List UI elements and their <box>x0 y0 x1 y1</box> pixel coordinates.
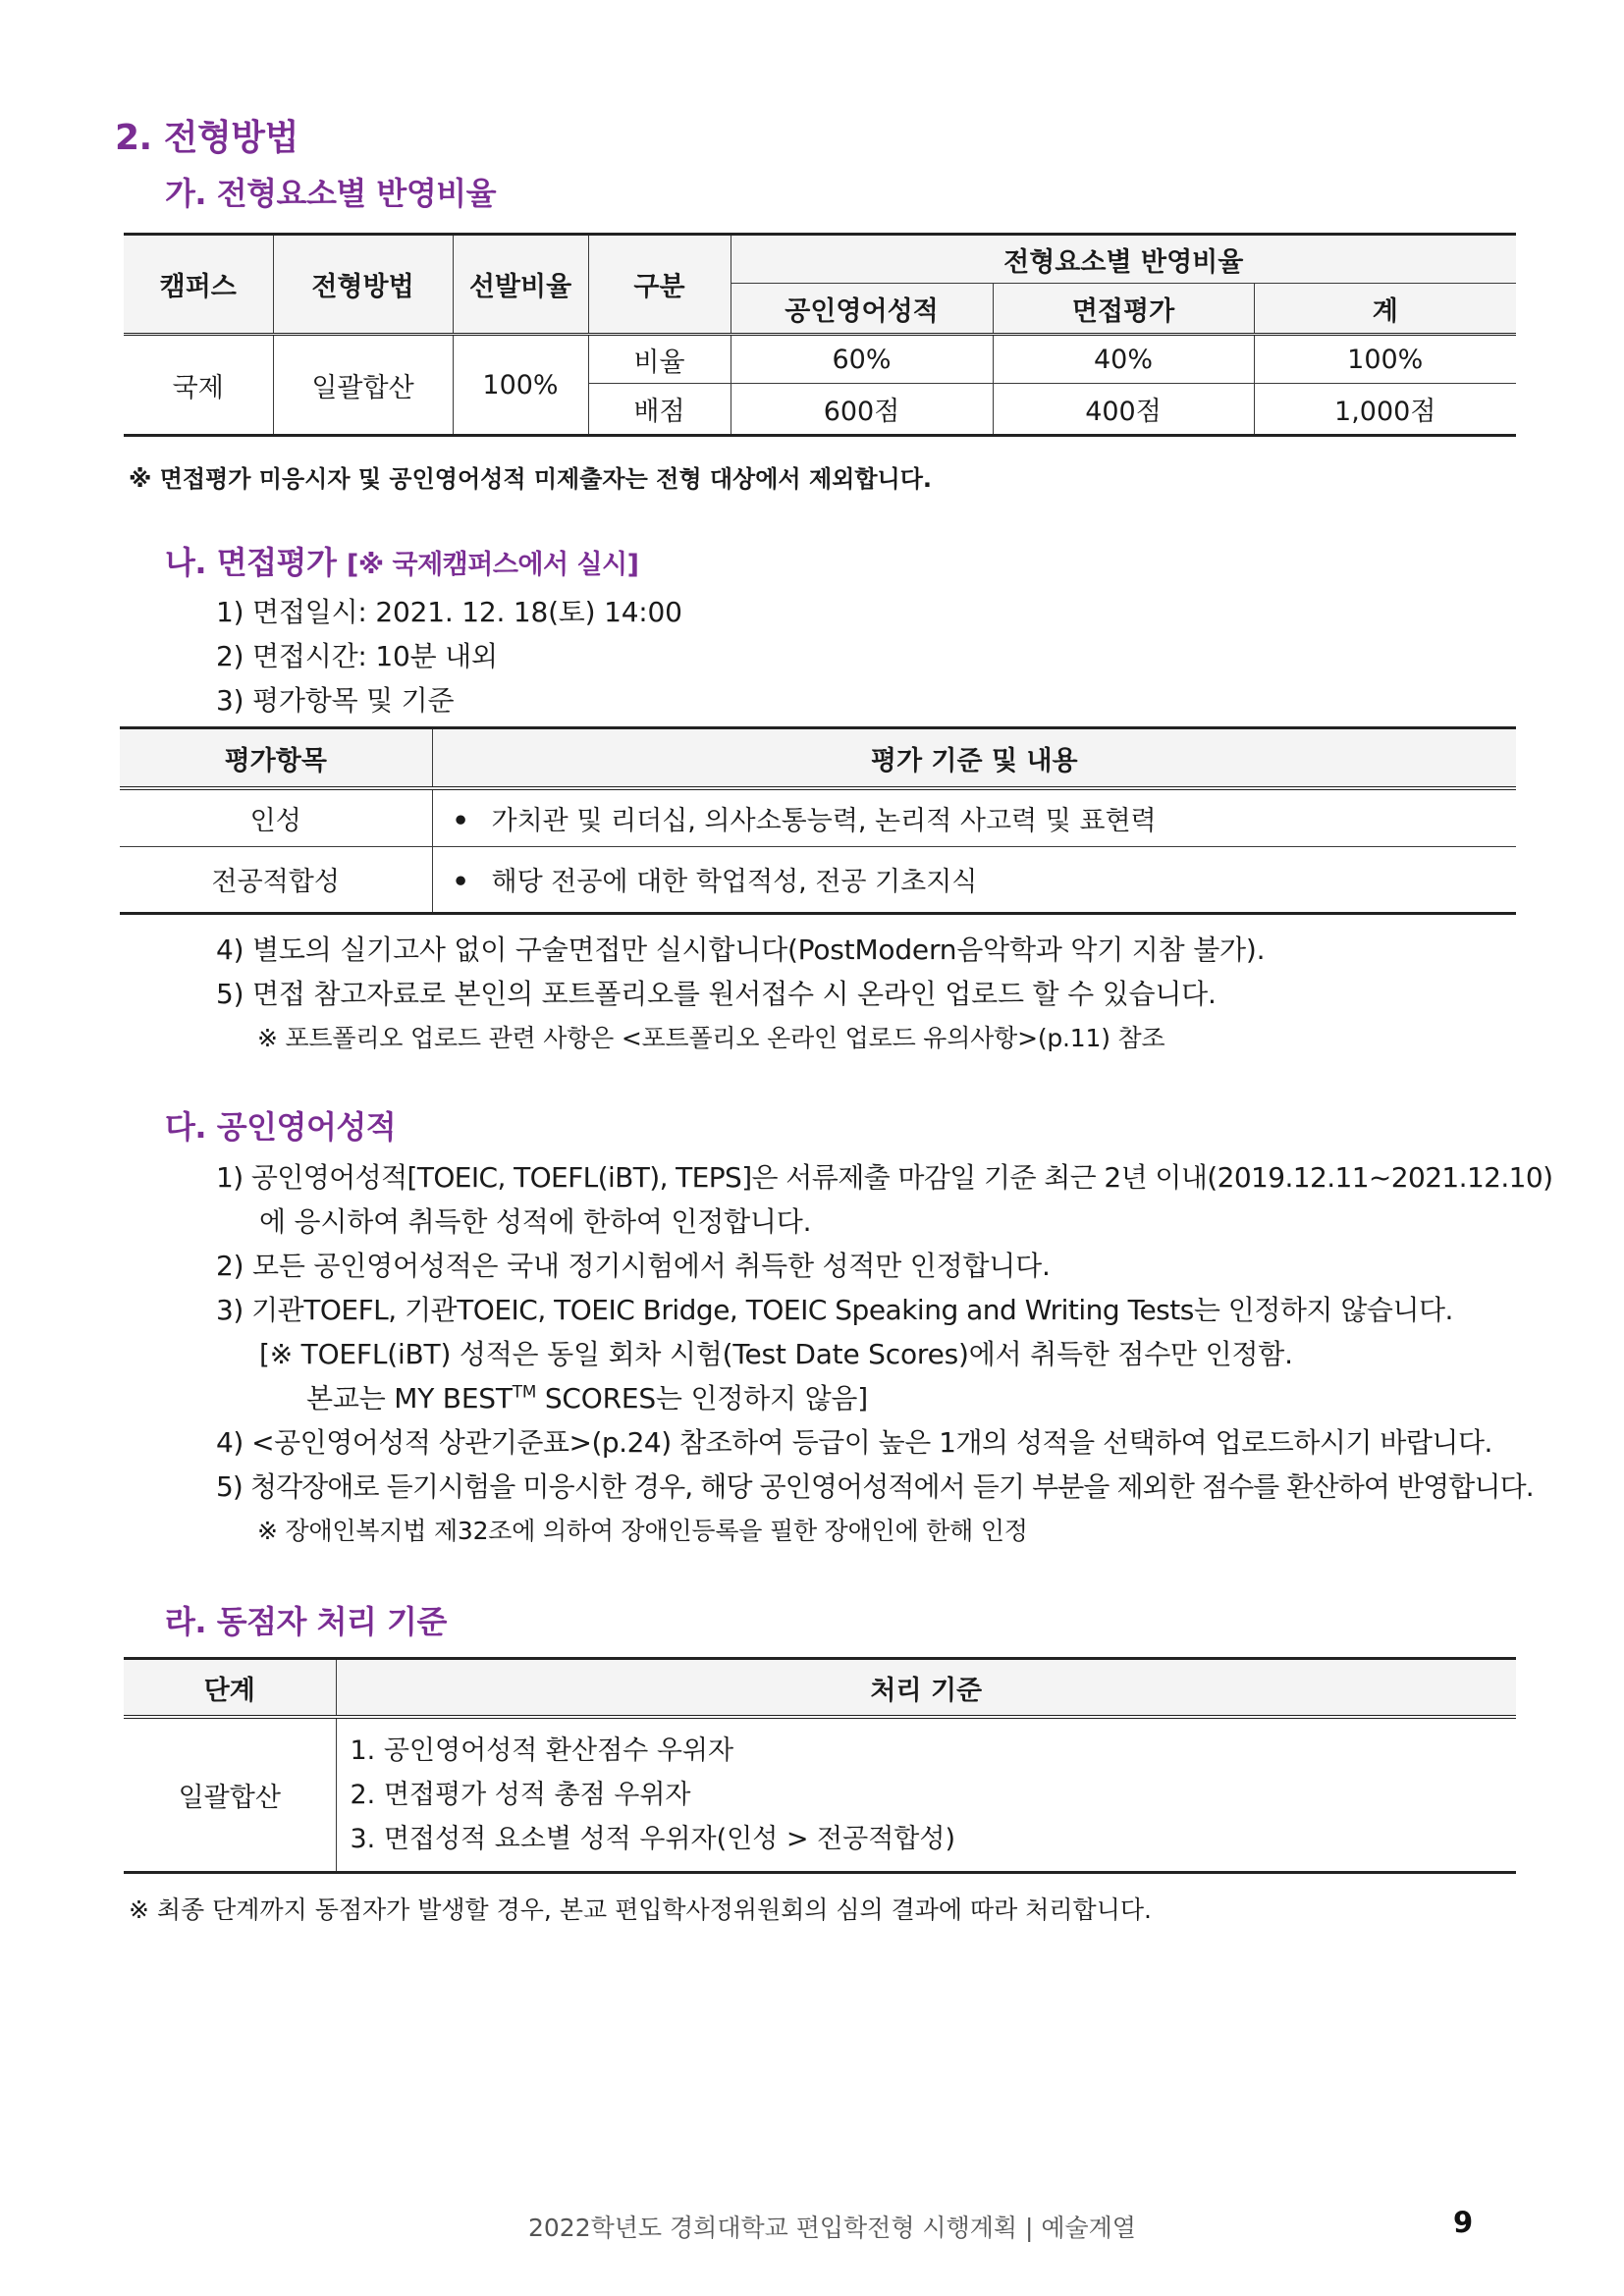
header-tiebreak-criteria: 처리 기준 <box>336 1659 1516 1718</box>
subsection-heading-d: 라. 동점자 처리 기준 <box>165 1603 447 1640</box>
table-row <box>120 788 1516 846</box>
cell-ratio: 100% <box>453 335 588 436</box>
english-toefl-note: [※ TOEFL(iBT) 성적은 동일 회차 시험(Test Date Scores)에서 취득한 점수만 인정함. <box>259 1338 1293 1370</box>
header-campus: 캠퍼스 <box>124 235 273 335</box>
english-item-2: 2) 모든 공인영어성적은 국내 정기시험에서 취득한 성적만 인정합니다. <box>216 1250 1051 1282</box>
cell-interview: 40% <box>993 335 1254 384</box>
mybest-pre: 본교는 MY BEST <box>306 1382 513 1415</box>
subsection-heading-a: 가. 전형요소별 반영비율 <box>165 175 497 212</box>
english-mybest-note <box>306 1377 868 1416</box>
header-division: 구분 <box>588 235 731 335</box>
header-interview: 면접평가 <box>993 284 1254 335</box>
cell-method: 일괄합산 <box>273 335 453 436</box>
tiebreak-table <box>124 1657 1516 1874</box>
header-english: 공인영어성적 <box>731 284 993 335</box>
list-item: 1. 공인영어성적 환산점수 우위자 <box>350 1735 734 1766</box>
cell-eval-desc <box>432 846 1516 913</box>
cell-english: 60% <box>731 335 993 384</box>
table-row <box>120 846 1516 913</box>
english-item-4: 4) <공인영어성적 상관기준표>(p.24) 참조하여 등급이 높은 1개의 성적을 선택하여 업로드하시기 바랍니다. <box>216 1426 1492 1459</box>
eval-desc-text: 해당 전공에 대한 학업적성, 전공 기초지식 <box>491 867 978 897</box>
header-stage: 단계 <box>124 1659 336 1718</box>
english-item-1-cont: 에 응시하여 취득한 성적에 한하여 인정합니다. <box>259 1205 812 1238</box>
header-ratio: 선발비율 <box>453 235 588 335</box>
ratio-table <box>124 233 1516 437</box>
interview-date: 1) 면접일시: 2021. 12. 18(토) 14:00 <box>216 596 682 628</box>
cell-label: 배점 <box>588 384 731 436</box>
english-item-1: 1) 공인영어성적[TOEIC, TOEFL(iBT), TEPS]은 서류제출 마감일 기준 최근 2년 이내(2019.12.11~2021.12.10) <box>216 1161 1553 1194</box>
header-group: 전형요소별 반영비율 <box>731 235 1516 284</box>
bullet-icon: • <box>452 805 469 836</box>
interview-item-4: 4) 별도의 실기고사 없이 구술면접만 실시합니다(PostModern음악학과 악기 지참 불가). <box>216 934 1266 966</box>
mybest-post: SCORES는 인정하지 않음] <box>536 1382 868 1415</box>
cell-total: 100% <box>1254 335 1516 384</box>
header-eval-item: 평가항목 <box>120 728 432 789</box>
page-number: 9 <box>1453 2206 1474 2239</box>
cell-stage: 일괄합산 <box>124 1717 336 1873</box>
cell-english: 600점 <box>731 384 993 436</box>
subsection-heading-b <box>165 538 638 583</box>
cell-eval-desc <box>432 788 1516 846</box>
interview-criteria-table <box>120 726 1516 915</box>
header-method: 전형방법 <box>273 235 453 335</box>
subsection-heading-c: 다. 공인영어성적 <box>165 1108 397 1146</box>
portfolio-note: ※ 포트폴리오 업로드 관련 사항은 <포트폴리오 온라인 업로드 유의사항>(p.11) 참조 <box>257 1024 1165 1052</box>
english-item-3: 3) 기관TOEFL, 기관TOEIC, TOEIC Bridge, TOEIC Speaking and Writing Tests는 인정하지 않습니다. <box>216 1294 1453 1326</box>
cell-campus: 국제 <box>124 335 273 436</box>
table-row <box>124 335 1516 384</box>
exclusion-note: ※ 면접평가 미응시자 및 공인영어성적 미제출자는 전형 대상에서 제외합니다. <box>129 465 932 493</box>
disability-note: ※ 장애인복지법 제32조에 의하여 장애인등록을 필한 장애인에 한해 인정 <box>257 1517 1028 1545</box>
table-row <box>124 1717 1516 1873</box>
cell-eval-item: 전공적합성 <box>120 846 432 913</box>
cell-eval-item: 인성 <box>120 788 432 846</box>
cell-tiebreak-list <box>336 1717 1516 1873</box>
interview-duration: 2) 면접시간: 10분 내외 <box>216 640 498 672</box>
cell-interview: 400점 <box>993 384 1254 436</box>
bullet-icon: • <box>452 867 469 897</box>
list-item: 2. 면접평가 성적 총점 우위자 <box>350 1780 691 1810</box>
interview-criteria-title: 3) 평가항목 및 기준 <box>216 684 455 717</box>
cell-label: 비율 <box>588 335 731 384</box>
page-footer: 2022학년도 경희대학교 편입학전형 시행계획 | 예술계열 <box>528 2214 1136 2242</box>
header-total: 계 <box>1254 284 1516 335</box>
subsection-heading-b-sub: [※ 국제캠퍼스에서 실시] <box>347 550 639 580</box>
section-heading-2: 2. 전형방법 <box>115 118 298 158</box>
list-item: 3. 면접성적 요소별 성적 우위자(인성 > 전공적합성) <box>350 1824 956 1854</box>
cell-total: 1,000점 <box>1254 384 1516 436</box>
tiebreak-note: ※ 최종 단계까지 동점자가 발생할 경우, 본교 편입학사정위원회의 심의 결과에 따라 처리합니다. <box>129 1896 1152 1924</box>
english-item-5: 5) 청각장애로 듣기시험을 미응시한 경우, 해당 공인영어성적에서 듣기 부분을 제외한 점수를 환산하여 반영합니다. <box>216 1470 1534 1503</box>
subsection-heading-b-title: 나. 면접평가 <box>165 544 337 581</box>
header-eval-criteria: 평가 기준 및 내용 <box>432 728 1516 789</box>
eval-desc-text: 가치관 및 리더십, 의사소통능력, 논리적 사고력 및 표현력 <box>491 805 1157 836</box>
interview-item-5: 5) 면접 참고자료로 본인의 포트폴리오를 원서접수 시 온라인 업로드 할 수 있습니다. <box>216 978 1217 1010</box>
trademark-sup: TM <box>512 1381 537 1402</box>
